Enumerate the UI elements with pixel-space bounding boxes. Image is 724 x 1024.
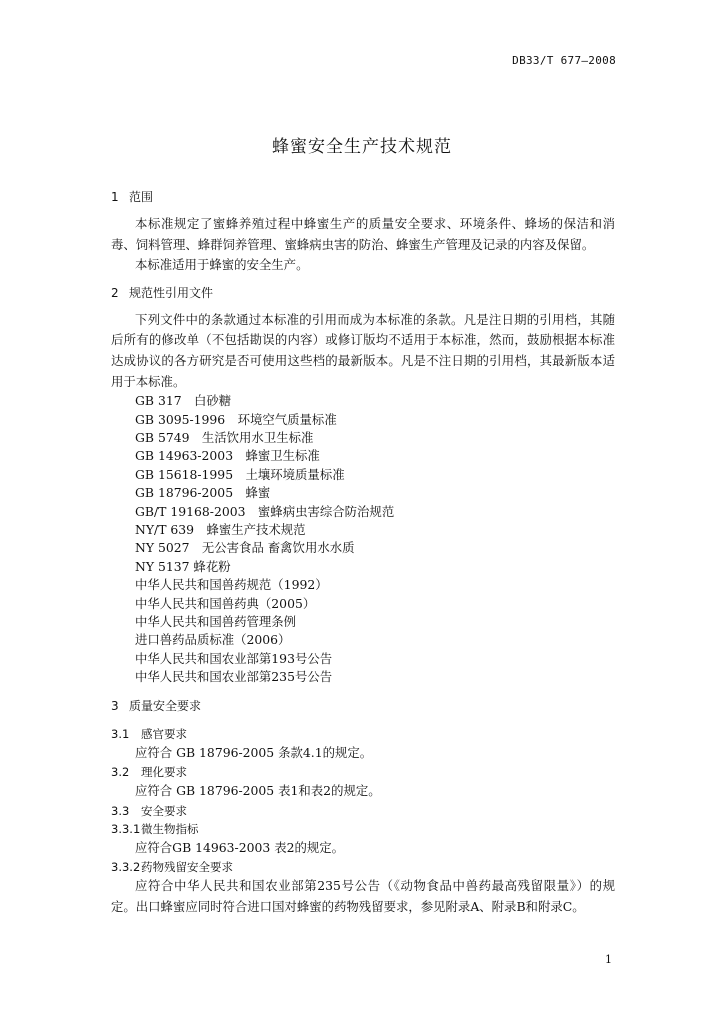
reference-item: 进口兽药品质标准（2006） [135,632,291,648]
subsection-heading [111,858,615,876]
standard-code: DB33/T 677—2008 [512,54,616,67]
subsection-title: 药物残留安全要求 [141,860,233,875]
subsection-title: 理化要求 [141,765,187,780]
section-number: 3 [111,698,119,713]
section-number: 2 [111,285,119,300]
subsection-number: 3.2 [111,765,130,780]
reference-item: NY 5137 蜂花粉 [135,558,231,574]
reference-item: GB 317 白砂糖 [135,393,232,409]
subsection-title: 微生物指标 [141,821,199,836]
page-number: 1 [605,953,612,966]
reference-item: GB 14963-2003 蜂蜜卫生标准 [135,448,320,464]
paragraph: 应符合中华人民共和国农业部第235号公告（《动物食品中兽药最高残留限量》）的规定。出口蜂蜜应同时符合进口国对蜂蜜的药物残留要求，参见附录A、附录B和附录C。 [111,878,615,915]
reference-item: 中华人民共和国兽药规范（1992） [135,577,328,593]
subsection-title: 感官要求 [141,726,187,741]
paragraph: 应符合 GB 18796-2005 条款4.1的规定。 [135,744,373,760]
document-title: 蜂蜜安全生产技术规范 [272,137,452,157]
reference-item: GB 5749 生活饮用水卫生标准 [135,429,314,445]
paragraph: 应符合 GB 18796-2005 表1和表2的规定。 [135,783,381,799]
subsection-heading [111,763,615,781]
section-title: 范围 [129,190,154,204]
reference-item: GB 18796-2005 蜂蜜 [135,485,271,501]
reference-item: 中华人民共和国兽药管理条例 [135,614,297,630]
paragraph: 本标准适用于蜂蜜的安全生产。 [135,257,309,273]
paragraph: 应符合GB 14963-2003 表2的规定。 [135,839,345,855]
subsection-heading [111,725,615,743]
reference-item: NY/T 639 蜂蜜生产技术规范 [135,522,306,537]
reference-item: GB 15618-1995 土壤环境质量标准 [135,466,345,482]
section-heading [111,188,615,206]
reference-item: 中华人民共和国农业部第193号公告 [135,650,333,666]
paragraph: 本标准规定了蜜蜂养殖过程中蜂蜜生产的质量安全要求、环境条件、蜂场的保洁和消毒、饲料管理、蜂群饲养管理、蜜蜂病虫害的防治、蜂蜜生产管理及记录的内容及保留。 [111,216,615,252]
subsection-title: 安全要求 [141,803,187,818]
reference-item: NY 5027 无公害食品 畜禽饮用水水质 [135,540,355,556]
subsection-heading [111,820,615,838]
section-title: 规范性引用文件 [129,285,214,300]
section-heading [111,284,615,302]
reference-item: GB/T 19168-2003 蜜蜂病虫害综合防治规范 [135,503,395,519]
section-number: 1 [111,190,119,204]
reference-item: 中华人民共和国兽药典（2005） [135,595,316,611]
reference-item: 中华人民共和国农业部第235号公告 [135,669,333,685]
subsection-number: 3.1 [111,726,130,741]
section-title: 质量安全要求 [129,698,202,713]
document-body [111,188,615,918]
paragraph: 下列文件中的条款通过本标准的引用而成为本标准的条款。凡是注日期的引用档，其随后所有的修改单（不包括勘误的内容）或修订版均不适用于本标准，然而，鼓励根据本标准达成协议的各方研究是否可使用这些档的最新版本。凡是不注日期的引用档，其最新版本适用于本标准。 [111,311,615,389]
subsection-number: 3.3.1 [111,821,141,836]
subsection-number: 3.3 [111,803,130,818]
subsection-number: 3.3.2 [111,860,141,875]
reference-item: GB 3095-1996 环境空气质量标准 [135,411,337,427]
section-heading [111,697,615,715]
subsection-heading [111,802,615,820]
